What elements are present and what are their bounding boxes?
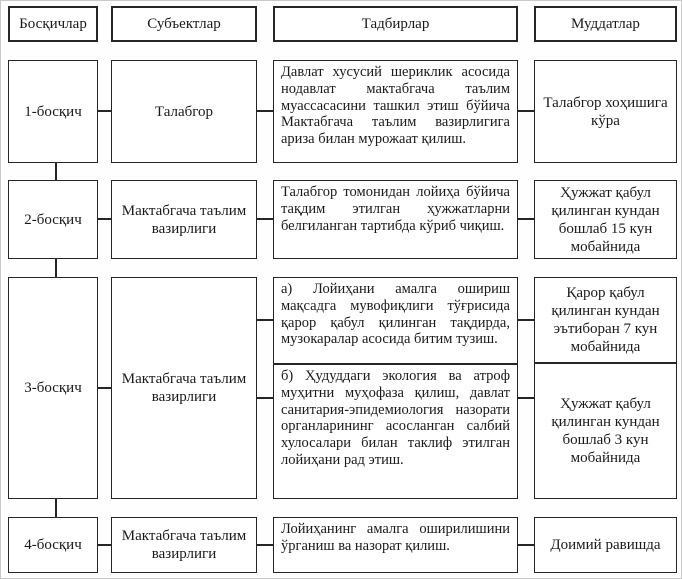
connector-row2-subject-activity [257,218,273,220]
header-stages: Босқичлар [8,6,98,42]
connector-stage2-stage3 [55,259,57,277]
connector-stage1-stage2 [55,163,57,180]
subject-box-1: Талабгор [111,60,257,163]
connector-row4-activity-deadline [518,544,534,546]
subject-box-3: Мактабгача таълим вазирлиги [111,277,257,499]
connector-row3-activity-deadline-b [518,397,534,399]
connector-row4-stage-subject [98,544,111,546]
stage-box-3: 3-босқич [8,277,98,499]
activity-box-2: Талабгор томонидан лойиҳа бўйича тақдим этилган ҳужжатларни белгиланган тартибда кўриб чиқиш. [273,180,518,259]
deadline-box-3a: Қарор қабул қилинган кундан эътиборан 7 кун мобайнида [534,277,677,363]
header-activities: Тадбирлар [273,6,518,42]
connector-row2-stage-subject [98,218,111,220]
connector-row1-subject-activity [257,110,273,112]
connector-row3-subject-activity-a [257,319,273,321]
deadline-box-4: Доимий равишда [534,517,677,573]
connector-row3-activity-deadline-a [518,319,534,321]
stage-box-1: 1-босқич [8,60,98,163]
connector-row2-activity-deadline [518,218,534,220]
activity-box-4: Лойиҳанинг амалга оширилишини ўрганиш ва назорат қилиш. [273,517,518,573]
connector-row3-subject-activity-b [257,397,273,399]
deadline-box-2: Ҳужжат қабул қилинган кундан бошлаб 15 кун мобайнида [534,180,677,259]
deadline-box-3b: Ҳужжат қабул қилинган кундан бошлаб 3 кун мобайнида [534,363,677,499]
header-deadlines: Муддатлар [534,6,677,42]
stage-box-2: 2-босқич [8,180,98,259]
connector-stage3-stage4 [55,499,57,517]
connector-row1-activity-deadline [518,110,534,112]
activity-box-1: Давлат хусусий шериклик асосида нодавлат мактабгача таълим муассасасини ташкил этиш бўйича Мактабгача таълим вазирлигига ариза билан мурожаат қилиш. [273,60,518,163]
subject-box-2: Мактабгача таълим вазирлиги [111,180,257,259]
deadline-box-1: Талабгор хоҳишига кўра [534,60,677,163]
stage-box-4: 4-босқич [8,517,98,573]
activity-box-3a: а) Лойиҳани амалга ошириш мақсадга мувофиқлиги тўғрисида қарор қабул қилинган тақдирда, музокаралар асосида битим тузиш. [273,277,518,364]
activity-box-3b: б) Ҳудуддаги экология ва атроф муҳитни муҳофаза қилиш, давлат санитария-эпидемиология назорати органларининг асосланган салбий хулосалари билан таклиф этилган лойиҳани рад этиш. [273,364,518,499]
connector-row4-subject-activity [257,544,273,546]
header-subjects: Субъектлар [111,6,257,42]
connector-row1-stage-subject [98,110,111,112]
connector-row3-stage-subject [98,387,111,389]
subject-box-4: Мактабгача таълим вазирлиги [111,517,257,573]
